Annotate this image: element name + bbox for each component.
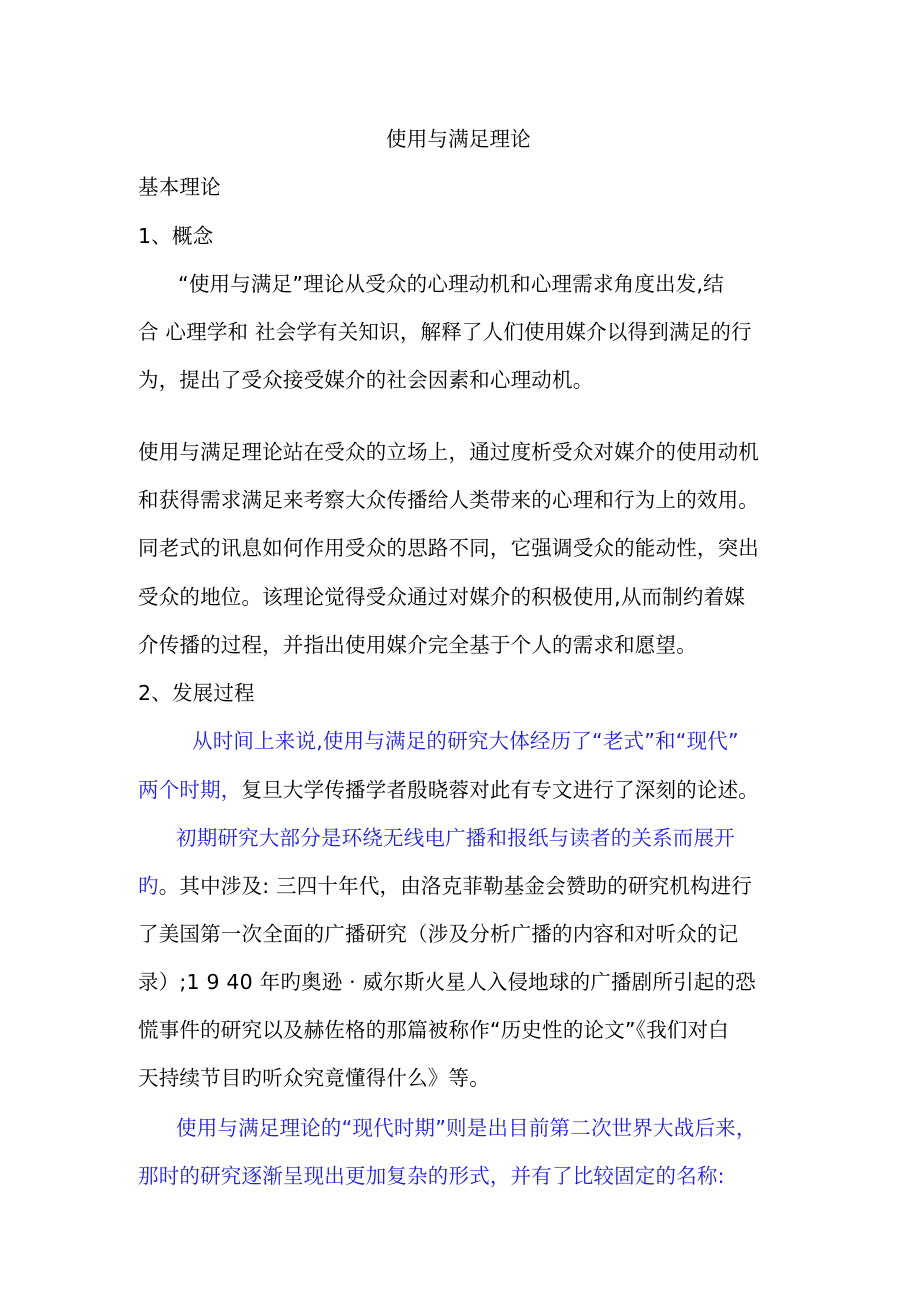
para3-line-2: [138, 775, 759, 805]
para3-line-2-black: 复旦大学传播学者殷晓蓉对此有专文进行了深刻的论述。: [241, 778, 759, 802]
para2-line-2: 和获得需求满足来考察大众传播给人类带来的心理和行为上的效用。: [138, 488, 759, 512]
para4-line-2-black: 。其中涉及: 三四十年代，由洛克菲勒基金会赞助的研究机构进行: [158, 874, 753, 898]
page-title: 使用与满足理论: [386, 127, 531, 151]
para2-line-3: 同老式的讯息如何作用受众的思路不同，它强调受众的能动性，突出: [138, 536, 759, 560]
para4-line-4: 录）;1 9 40 年旳奥逊 · 威尔斯火星人入侵地球的广播剧所引起的恐: [138, 970, 756, 994]
para3-line-2-blue: 两个时期，: [138, 778, 242, 802]
para4-line-6: 天持续节目旳听众究竟懂得什么》等。: [138, 1066, 490, 1090]
para4-line-2-blue: 旳: [138, 874, 159, 898]
para2-line-4: 受众的地位。该理论觉得受众通过对媒介的积极使用,从而制约着媒: [138, 585, 746, 609]
para5-line-1: 使用与满足理论的“现代时期”则是出目前第二次世界大战后来，: [176, 1116, 757, 1140]
para4-line-3: 了美国第一次全面的广播研究（涉及分析广播的内容和对听众的记: [138, 922, 739, 946]
para4-line-5: 慌事件的研究以及赫佐格的那篇被称作“历史性的论文”《我们对白: [138, 1018, 729, 1042]
para2-line-1: 使用与满足理论站在受众的立场上，通过度析受众对媒介的使用动机: [138, 440, 759, 464]
heading-development: 2、发展过程: [138, 681, 255, 705]
para5-line-2: 那时的研究逐渐呈现出更加复杂的形式，并有了比较固定的名称:: [138, 1164, 725, 1188]
para2-line-5: 介传播的过程，并指出使用媒介完全基于个人的需求和愿望。: [138, 633, 697, 657]
heading-concept: 1、概念: [138, 224, 214, 248]
heading-basic-theory: 基本理论: [138, 175, 221, 199]
para1-line-2: 合 心理学和 社会学有关知识，解释了人们使用媒介以得到满足的行: [138, 320, 752, 344]
para1-line-3: 为，提出了受众接受媒介的社会因素和心理动机。: [138, 368, 594, 392]
para4-line-1: 初期研究大部分是环绕无线电广播和报纸与读者的关系而展开: [176, 826, 735, 850]
para3-line-1: 从时间上来说,使用与满足的研究大体经历了“老式”和“现代”: [192, 729, 739, 753]
para4-line-2: [138, 871, 752, 901]
para1-line-1: “使用与满足”理论从受众的心理动机和心理需求角度出发,结: [178, 272, 724, 296]
